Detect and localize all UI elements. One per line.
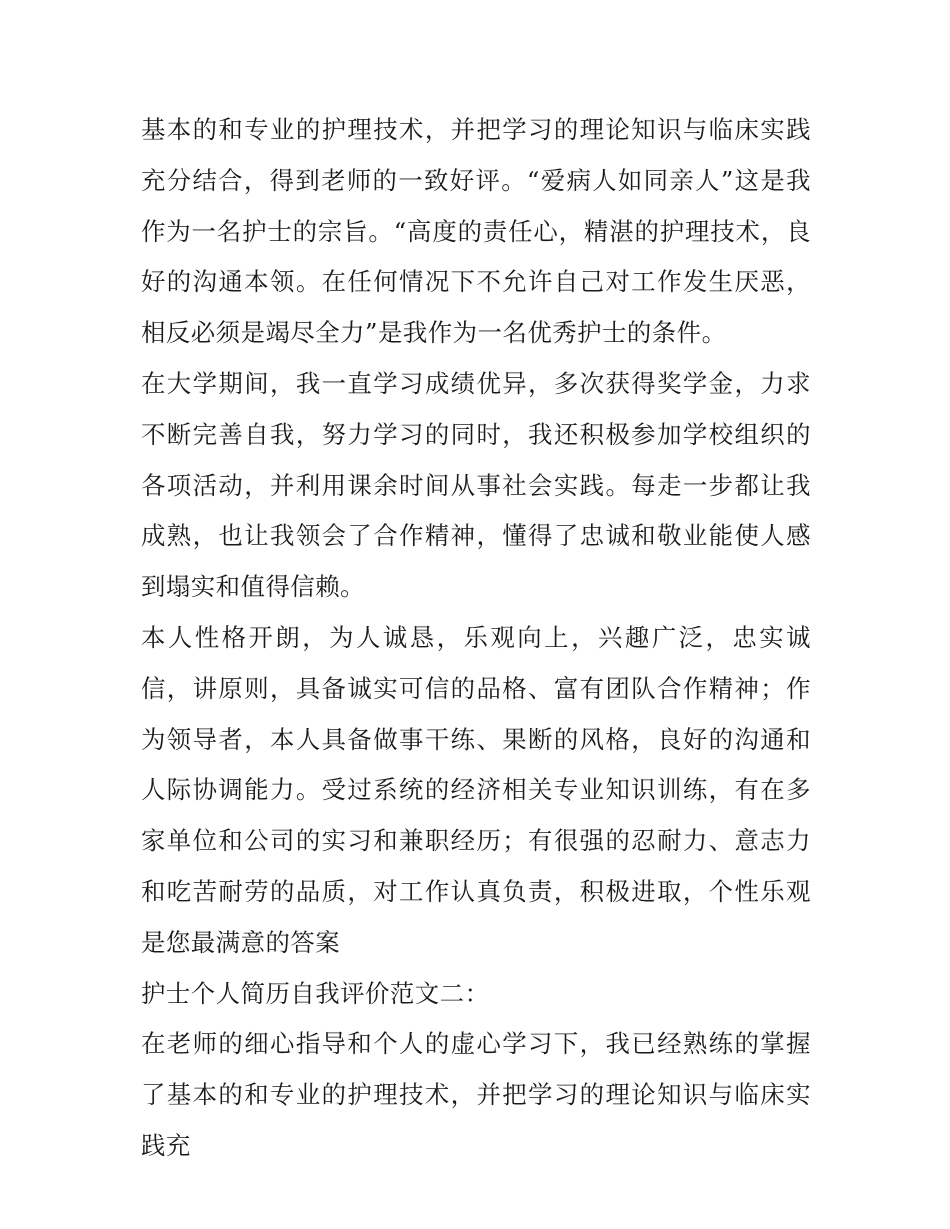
paragraph-university: 在大学期间，我一直学习成绩优异，多次获得奖学金，力求不断完善自我，努力学习的同时，我还积极参加学校组织的各项活动，并利用课余时间从事社会实践。每走一步都让我成熟，也让我领会了合作精神，懂得了忠诚和敬业能使人感到塌实和值得信赖。	[141, 368, 811, 602]
section-heading-sample-two: 护士个人简历自我评价范文二：	[141, 978, 490, 1008]
paragraph-personality: 本人性格开朗，为人诚恳，乐观向上，兴趣广泛，忠实诚信，讲原则，具备诚实可信的品格、富有团队合作精神；作为领导者，本人具备做事干练、果断的风格，良好的沟通和人际协调能力。受过系统的经济相关专业知识训练，有在多家单位和公司的实习和兼职经历；有很强的忍耐力、意志力和吃苦耐劳的品质，对工作认真负责，积极进取，个性乐观是您最满意的答案	[141, 622, 811, 957]
paragraph-nursing-skills: 基本的和专业的护理技术，并把学习的理论知识与临床实践充分结合，得到老师的一致好评。“爱病人如同亲人”这是我作为一名护士的宗旨。“高度的责任心，精湛的护理技术，良好的沟通本领。在任何情况下不允许自己对工作发生厌恶，相反必须是竭尽全力”是我作为一名优秀护士的条件。	[141, 115, 811, 348]
paragraph-teacher-guidance: 在老师的细心指导和个人的虚心学习下，我已经熟练的掌握了基本的和专业的护理技术，并把学习的理论知识与临床实践充	[141, 1029, 811, 1160]
document-body	[141, 105, 811, 1172]
